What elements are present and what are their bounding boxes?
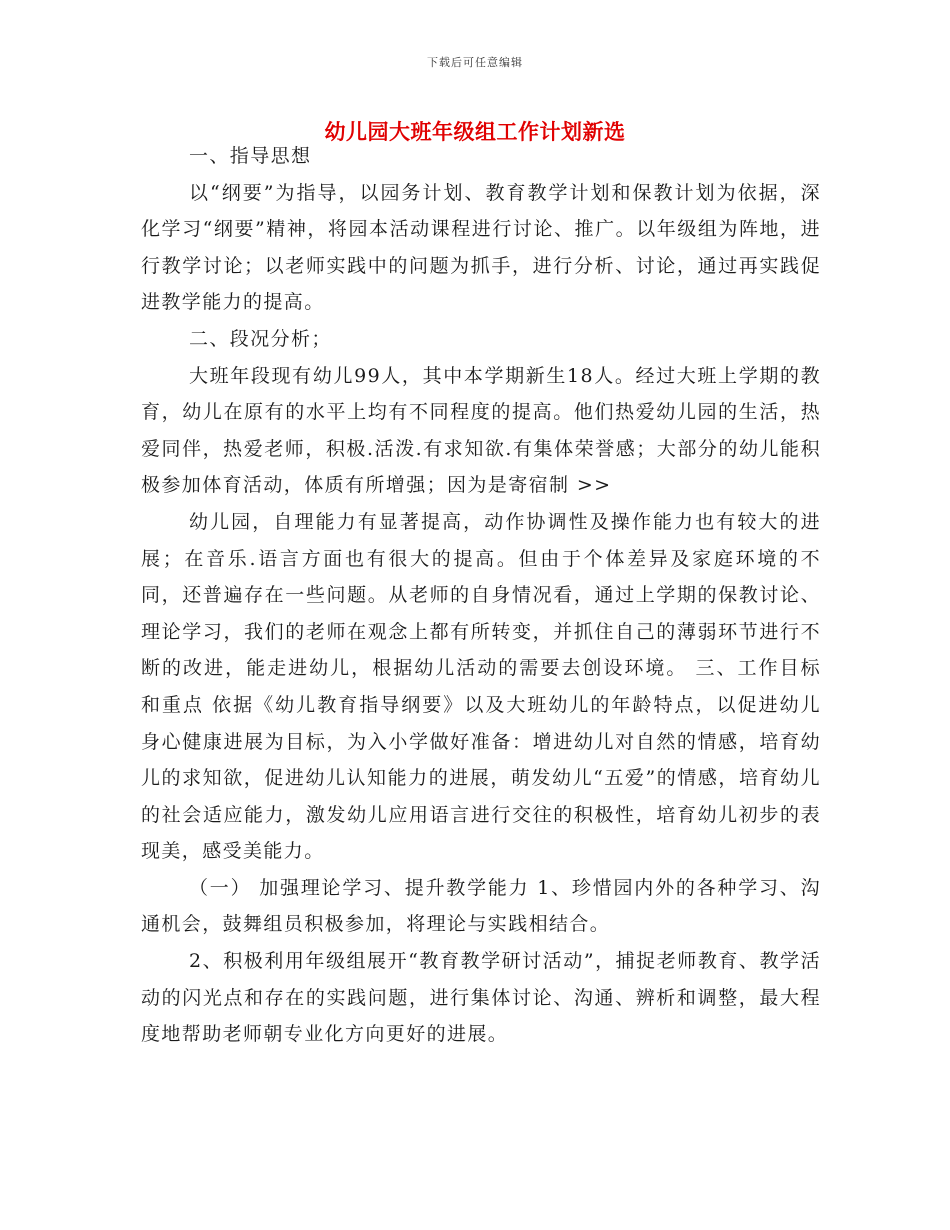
section-heading-guiding-thought: 一、指导思想 [189, 145, 312, 167]
paragraph-item-2: 2、积极利用年级组展开“教育教学研讨活动”，捕捉老师教育、教学活动的闪光点和存在的实践问题，进行集体讨论、沟通、辨析和调整，最大程度地帮助老师朝专业化方向更好的进展。 [141, 950, 821, 1046]
header-note: 下载后可任意编辑 [427, 56, 523, 69]
document-body [141, 138, 821, 1053]
paragraph-analysis-2: 幼儿园，自理能力有显著提高，动作协调性及操作能力也有较大的进展；在音乐.语言方面也有很大的提高。但由于个体差异及家庭环境的不同，还普遍存在一些问题。从老师的自身情况看，通过上学期的保教讨论、理论学习，我们的老师在观念上都有所转变，并抓住自己的薄弱环节进行不断的改进，能走进幼儿，根据幼儿活动的需要去创设环境。 三、工作目标和重点 依据《幼儿教育指导纲要》以及大班幼儿的年龄特点，以促进幼儿身心健康进展为目标，为入小学做好准备：增进幼儿对自然的情感，培育幼儿的求知欲，促进幼儿认知能力的进展，萌发幼儿“五爱”的情感，培育幼儿的社会适应能力，激发幼儿应用语言进行交往的积极性，培育幼儿初步的表现美，感受美能力。 [141, 510, 821, 863]
document-title: 幼儿园大班年级组工作计划新选 [324, 120, 626, 144]
paragraph-item-1: （一） 加强理论学习、提升教学能力 1、珍惜园内外的各种学习、沟通机会，鼓舞组员积极参加，将理论与实践相结合。 [141, 876, 821, 936]
paragraph-analysis-1: 大班年段现有幼儿99人，其中本学期新生18人。经过大班上学期的教育，幼儿在原有的水平上均有不同程度的提高。他们热爱幼儿园的生活，热爱同伴，热爱老师，积极.活泼.有求知欲.有集体荣誉感；大部分的幼儿能积极参加体育活动，体质有所增强；因为是寄宿制 >> [141, 364, 821, 497]
section-heading-analysis: 二、段况分析； [189, 327, 332, 350]
paragraph-guiding-thought: 以“纲要”为指导，以园务计划、教育教学计划和保教计划为依据，深化学习“纲要”精神，将园本活动课程进行讨论、推广。以年级组为阵地，进行教学讨论；以老师实践中的问题为抓手，进行分析、讨论，通过再实践促进教学能力的提高。 [141, 181, 821, 314]
